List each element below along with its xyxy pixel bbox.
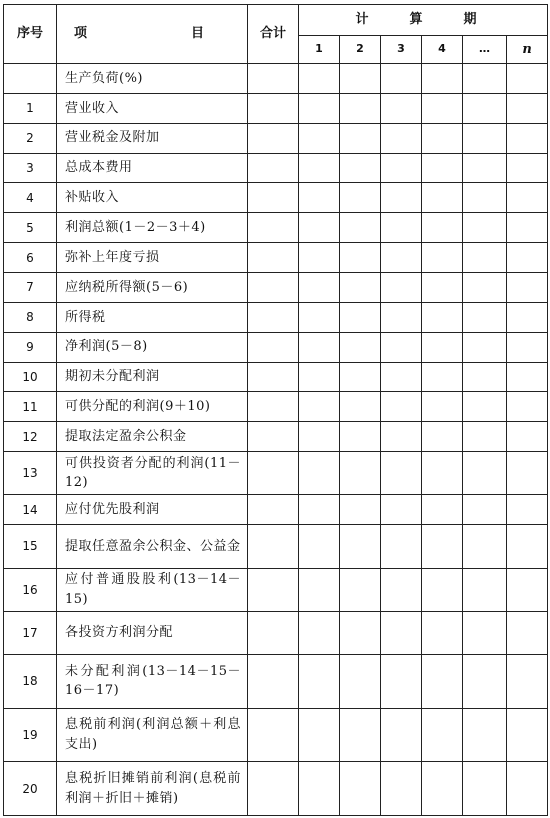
total-cell [248,452,299,495]
period-cell [507,123,548,153]
total-cell [248,123,299,153]
table-row [4,273,548,303]
total-cell [248,568,299,611]
row-number: 3 [4,153,57,183]
period-cell [340,655,381,709]
table-row [4,123,548,153]
table-row [4,332,548,362]
table-row [4,611,548,654]
period-cell [422,302,463,332]
period-cell [422,422,463,452]
row-number: 11 [4,392,57,422]
period-cell [463,568,507,611]
header-period-n: n [507,36,548,64]
period-cell [422,213,463,243]
row-item-label: 弥补上年度亏损 [57,243,248,273]
period-cell [507,332,548,362]
row-number: 8 [4,302,57,332]
period-cell [422,93,463,123]
table-row [4,93,548,123]
period-cell [422,568,463,611]
period-cell [381,123,422,153]
table-row [4,213,548,243]
period-cell [299,302,340,332]
period-cell [422,273,463,303]
period-cell [507,568,548,611]
profit-table-container [3,4,548,816]
period-cell [299,123,340,153]
period-cell [381,392,422,422]
total-cell [248,525,299,568]
row-number: 1 [4,93,57,123]
period-cell [299,762,340,816]
period-cell [422,762,463,816]
period-cell [463,64,507,94]
total-cell [248,495,299,525]
period-cell [463,123,507,153]
period-cell [340,213,381,243]
period-cell [299,243,340,273]
row-number: 10 [4,362,57,392]
period-cell [422,362,463,392]
row-item-label: 可供分配的利润(9＋10) [57,392,248,422]
total-cell [248,611,299,654]
period-cell [463,495,507,525]
table-row [4,452,548,495]
period-cell [422,611,463,654]
period-cell [463,93,507,123]
header-no: 序号 [4,5,57,64]
period-cell [299,568,340,611]
total-cell [248,64,299,94]
row-number: 17 [4,611,57,654]
period-cell [463,655,507,709]
table-row [4,243,548,273]
row-item-label: 应付优先股利润 [57,495,248,525]
period-cell [422,153,463,183]
period-cell [463,762,507,816]
header-period-ellipsis: … [463,36,507,64]
row-item-label: 所得税 [57,302,248,332]
row-number: 2 [4,123,57,153]
period-cell [463,243,507,273]
period-cell [299,525,340,568]
period-cell [463,183,507,213]
total-cell [248,273,299,303]
table-row [4,153,548,183]
table-row [4,183,548,213]
row-item-label: 利润总额(1－2－3＋4) [57,213,248,243]
table-row [4,422,548,452]
period-cell [340,243,381,273]
period-cell [422,183,463,213]
period-cell [381,213,422,243]
table-row [4,302,548,332]
row-item-label: 应纳税所得额(5－6) [57,273,248,303]
period-cell [299,183,340,213]
period-cell [381,183,422,213]
period-cell [340,525,381,568]
period-cell [463,525,507,568]
period-cell [422,243,463,273]
row-item-label: 总成本费用 [57,153,248,183]
row-item-label: 未分配利润(13－14－15－16－17) [57,655,248,709]
period-cell [381,332,422,362]
row-item-label: 提取法定盈余公积金 [57,422,248,452]
period-cell [340,568,381,611]
row-item-label: 营业收入 [57,93,248,123]
period-cell [422,655,463,709]
header-period-4: 4 [422,36,463,64]
period-cell [381,708,422,762]
row-item-label: 营业税金及附加 [57,123,248,153]
period-cell [422,708,463,762]
period-cell [463,611,507,654]
period-cell [381,153,422,183]
period-cell [507,762,548,816]
period-cell [507,243,548,273]
period-cell [299,708,340,762]
period-cell [381,302,422,332]
period-cell [422,123,463,153]
row-number: 15 [4,525,57,568]
row-item-label: 生产负荷(%) [57,64,248,94]
total-cell [248,655,299,709]
period-cell [507,495,548,525]
period-cell [299,422,340,452]
period-cell [381,655,422,709]
period-cell [299,392,340,422]
period-cell [381,568,422,611]
total-cell [248,762,299,816]
total-cell [248,708,299,762]
header-period-3: 3 [381,36,422,64]
period-cell [340,273,381,303]
period-cell [299,213,340,243]
period-cell [340,362,381,392]
period-cell [381,525,422,568]
total-cell [248,243,299,273]
period-cell [299,273,340,303]
period-cell [340,123,381,153]
period-cell [381,762,422,816]
period-cell [299,332,340,362]
period-cell [507,708,548,762]
period-cell [299,153,340,183]
total-cell [248,392,299,422]
period-cell [422,64,463,94]
period-cell [381,452,422,495]
table-row [4,362,548,392]
row-number: 9 [4,332,57,362]
header-period: 计 算 期 [299,5,548,36]
period-cell [463,708,507,762]
period-cell [463,273,507,303]
period-cell [340,495,381,525]
period-cell [463,153,507,183]
row-item-label: 息税前利润(利润总额＋利息支出) [57,708,248,762]
period-cell [507,422,548,452]
period-cell [381,93,422,123]
total-cell [248,153,299,183]
period-cell [507,183,548,213]
row-item-label: 提取任意盈余公积金、公益金 [57,525,248,568]
header-period-2: 2 [340,36,381,64]
row-number: 16 [4,568,57,611]
period-cell [507,302,548,332]
period-cell [299,362,340,392]
row-item-label: 各投资方利润分配 [57,611,248,654]
period-cell [507,611,548,654]
period-cell [422,495,463,525]
row-number: 14 [4,495,57,525]
period-cell [381,273,422,303]
period-cell [299,452,340,495]
total-cell [248,93,299,123]
period-cell [340,611,381,654]
period-cell [422,392,463,422]
period-cell [340,302,381,332]
table-row [4,525,548,568]
table-row [4,64,548,94]
period-cell [381,495,422,525]
row-number: 18 [4,655,57,709]
period-cell [463,452,507,495]
table-row [4,392,548,422]
row-number: 6 [4,243,57,273]
period-cell [340,64,381,94]
period-cell [299,64,340,94]
row-item-label: 应付普通股股利(13－14－15) [57,568,248,611]
profit-distribution-table [3,4,548,816]
period-cell [422,332,463,362]
period-cell [299,611,340,654]
period-cell [507,64,548,94]
period-cell [507,392,548,422]
period-cell [340,762,381,816]
header-item: 项 目 [57,5,248,64]
period-cell [507,213,548,243]
period-cell [340,392,381,422]
row-item-label: 可供投资者分配的利润(11－12) [57,452,248,495]
period-cell [381,362,422,392]
period-cell [381,422,422,452]
period-cell [340,153,381,183]
period-cell [507,452,548,495]
period-cell [340,93,381,123]
table-row [4,708,548,762]
row-number: 12 [4,422,57,452]
period-cell [299,495,340,525]
row-number: 4 [4,183,57,213]
total-cell [248,183,299,213]
total-cell [248,422,299,452]
row-number: 20 [4,762,57,816]
header-total: 合计 [248,5,299,64]
row-number: 13 [4,452,57,495]
period-cell [463,213,507,243]
period-cell [381,611,422,654]
period-cell [463,422,507,452]
period-cell [463,362,507,392]
total-cell [248,332,299,362]
row-item-label: 补贴收入 [57,183,248,213]
period-cell [422,452,463,495]
period-cell [463,302,507,332]
period-cell [340,708,381,762]
table-row [4,568,548,611]
period-cell [507,273,548,303]
table-row [4,495,548,525]
period-cell [507,93,548,123]
period-cell [381,64,422,94]
period-cell [340,422,381,452]
header-row-top [4,5,548,36]
table-row [4,655,548,709]
row-number: 5 [4,213,57,243]
row-number: 19 [4,708,57,762]
table-body [4,64,548,816]
row-item-label: 净利润(5－8) [57,332,248,362]
row-number: 7 [4,273,57,303]
total-cell [248,302,299,332]
row-item-label: 息税折旧摊销前利润(息税前利润＋折旧＋摊销) [57,762,248,816]
period-cell [507,525,548,568]
period-cell [340,452,381,495]
period-cell [422,525,463,568]
period-cell [507,655,548,709]
period-cell [299,655,340,709]
row-number [4,64,57,94]
period-cell [507,362,548,392]
period-cell [381,243,422,273]
total-cell [248,213,299,243]
total-cell [248,362,299,392]
period-cell [463,392,507,422]
table-row [4,762,548,816]
period-cell [463,332,507,362]
row-item-label: 期初未分配利润 [57,362,248,392]
period-cell [299,93,340,123]
period-cell [340,183,381,213]
header-period-1: 1 [299,36,340,64]
period-cell [507,153,548,183]
period-cell [340,332,381,362]
